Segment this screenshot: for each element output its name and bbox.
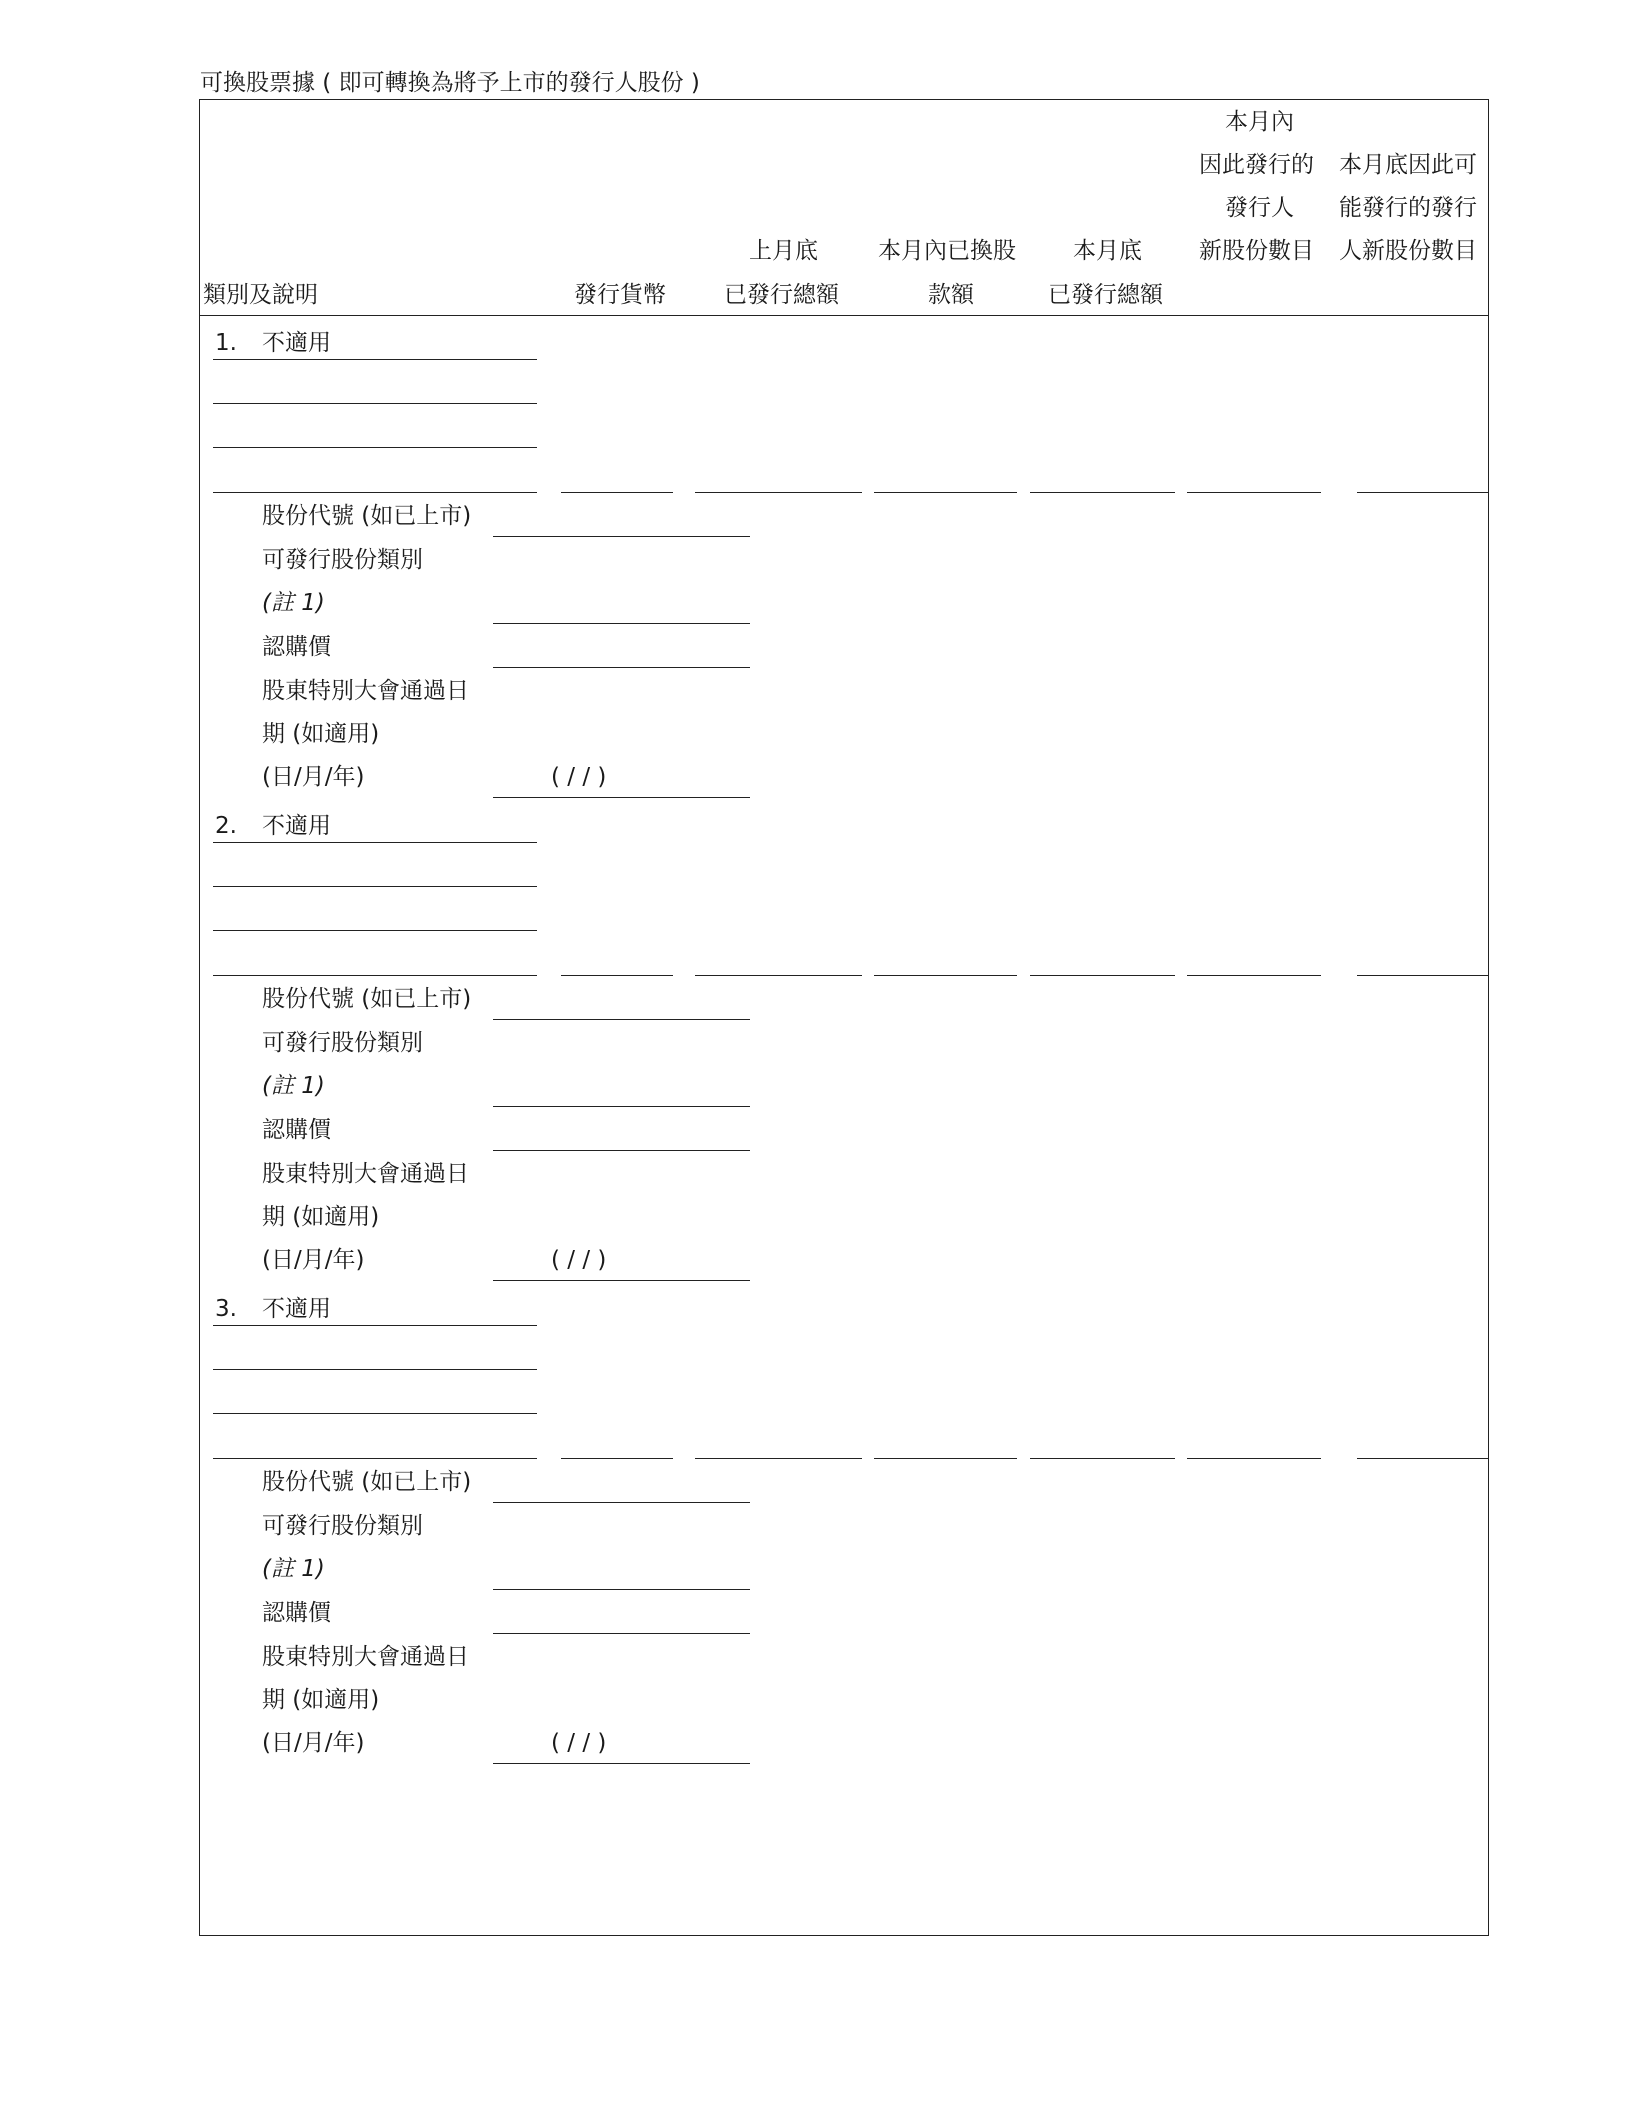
share-class-field[interactable] [493, 1106, 750, 1107]
possible-field[interactable] [1357, 1458, 1489, 1459]
header-prev-total-line2: 已發行總額 [724, 282, 839, 308]
egm-label-line1: 股東特別大會通過日 [262, 1161, 469, 1187]
description-line-2[interactable] [213, 403, 537, 404]
egm-label-line1: 股東特別大會通過日 [262, 1644, 469, 1670]
issued-field[interactable] [1187, 975, 1321, 976]
egm-label-line1: 股東特別大會通過日 [262, 678, 469, 704]
description-line-1[interactable] [213, 359, 537, 360]
description-line-3[interactable] [213, 1413, 537, 1414]
curr-total-field[interactable] [1030, 1458, 1175, 1459]
price-field[interactable] [493, 1633, 750, 1634]
header-possible-line2: 能發行的發行 [1339, 195, 1477, 221]
share-class-field[interactable] [493, 1589, 750, 1590]
date-label: (日/月/年) [262, 764, 365, 790]
price-label: 認購價 [262, 634, 331, 660]
date-placeholder: ( / / ) [551, 1730, 607, 1756]
note-label: (註 1) [262, 1556, 325, 1582]
price-label: 認購價 [262, 1600, 331, 1626]
issued-field[interactable] [1187, 1458, 1321, 1459]
date-field[interactable] [493, 1280, 750, 1281]
currency-field[interactable] [561, 975, 673, 976]
description-line-1[interactable] [213, 842, 537, 843]
date-placeholder: ( / / ) [551, 1247, 607, 1273]
date-field[interactable] [493, 1763, 750, 1764]
description-line-2[interactable] [213, 1369, 537, 1370]
header-category: 類別及說明 [203, 282, 318, 308]
header-issued-line3: 發行人 [1225, 195, 1294, 221]
description-line-4[interactable] [213, 492, 537, 493]
prev-total-field[interactable] [695, 975, 862, 976]
header-issued-line2: 因此發行的 [1199, 152, 1314, 178]
stock-code-label: 股份代號 (如已上市) [262, 503, 472, 529]
egm-label-line2: 期 (如適用) [262, 1687, 380, 1713]
date-label: (日/月/年) [262, 1730, 365, 1756]
description-line-1[interactable] [213, 1325, 537, 1326]
converted-field[interactable] [874, 975, 1017, 976]
share-class-label: 可發行股份類別 [262, 1513, 423, 1539]
date-label: (日/月/年) [262, 1247, 365, 1273]
prev-total-field[interactable] [695, 1458, 862, 1459]
stock-code-field[interactable] [493, 1502, 750, 1503]
header-converted-line1: 本月內已換股 [878, 238, 1016, 264]
section-item: 不適用 [262, 813, 331, 839]
stock-code-field[interactable] [493, 536, 750, 537]
issued-field[interactable] [1187, 492, 1321, 493]
section-number: 2. [215, 813, 237, 839]
header-possible-line3: 人新股份數目 [1339, 238, 1477, 264]
stock-code-field[interactable] [493, 1019, 750, 1020]
description-line-4[interactable] [213, 975, 537, 976]
currency-field[interactable] [561, 1458, 673, 1459]
price-label: 認購價 [262, 1117, 331, 1143]
header-converted-line2: 款額 [928, 282, 974, 308]
stock-code-label: 股份代號 (如已上市) [262, 986, 472, 1012]
price-field[interactable] [493, 667, 750, 668]
date-field[interactable] [493, 797, 750, 798]
header-issued-line4: 新股份數目 [1199, 238, 1314, 264]
header-possible-line1: 本月底因此可 [1339, 152, 1477, 178]
section-item: 不適用 [262, 1296, 331, 1322]
share-class-label: 可發行股份類別 [262, 547, 423, 573]
converted-field[interactable] [874, 492, 1017, 493]
date-placeholder: ( / / ) [551, 764, 607, 790]
description-line-4[interactable] [213, 1458, 537, 1459]
curr-total-field[interactable] [1030, 975, 1175, 976]
description-line-2[interactable] [213, 886, 537, 887]
section-number: 3. [215, 1296, 237, 1322]
header-prev-total-line1: 上月底 [749, 238, 818, 264]
price-field[interactable] [493, 1150, 750, 1151]
stock-code-label: 股份代號 (如已上市) [262, 1469, 472, 1495]
note-label: (註 1) [262, 1073, 325, 1099]
page-title: 可換股票據 ( 即可轉換為將予上市的發行人股份 ) [200, 70, 700, 96]
section-item: 不適用 [262, 330, 331, 356]
egm-label-line2: 期 (如適用) [262, 1204, 380, 1230]
converted-field[interactable] [874, 1458, 1017, 1459]
description-line-3[interactable] [213, 930, 537, 931]
share-class-label: 可發行股份類別 [262, 1030, 423, 1056]
section-number: 1. [215, 330, 237, 356]
currency-field[interactable] [561, 492, 673, 493]
header-curr-total-line1: 本月底 [1073, 238, 1142, 264]
share-class-field[interactable] [493, 623, 750, 624]
header-currency: 發行貨幣 [574, 282, 666, 308]
header-curr-total-line2: 已發行總額 [1048, 282, 1163, 308]
note-label: (註 1) [262, 590, 325, 616]
prev-total-field[interactable] [695, 492, 862, 493]
possible-field[interactable] [1357, 975, 1489, 976]
curr-total-field[interactable] [1030, 492, 1175, 493]
description-line-3[interactable] [213, 447, 537, 448]
header-separator [199, 315, 1489, 316]
possible-field[interactable] [1357, 492, 1489, 493]
header-issued-line1: 本月內 [1225, 109, 1294, 135]
egm-label-line2: 期 (如適用) [262, 721, 380, 747]
